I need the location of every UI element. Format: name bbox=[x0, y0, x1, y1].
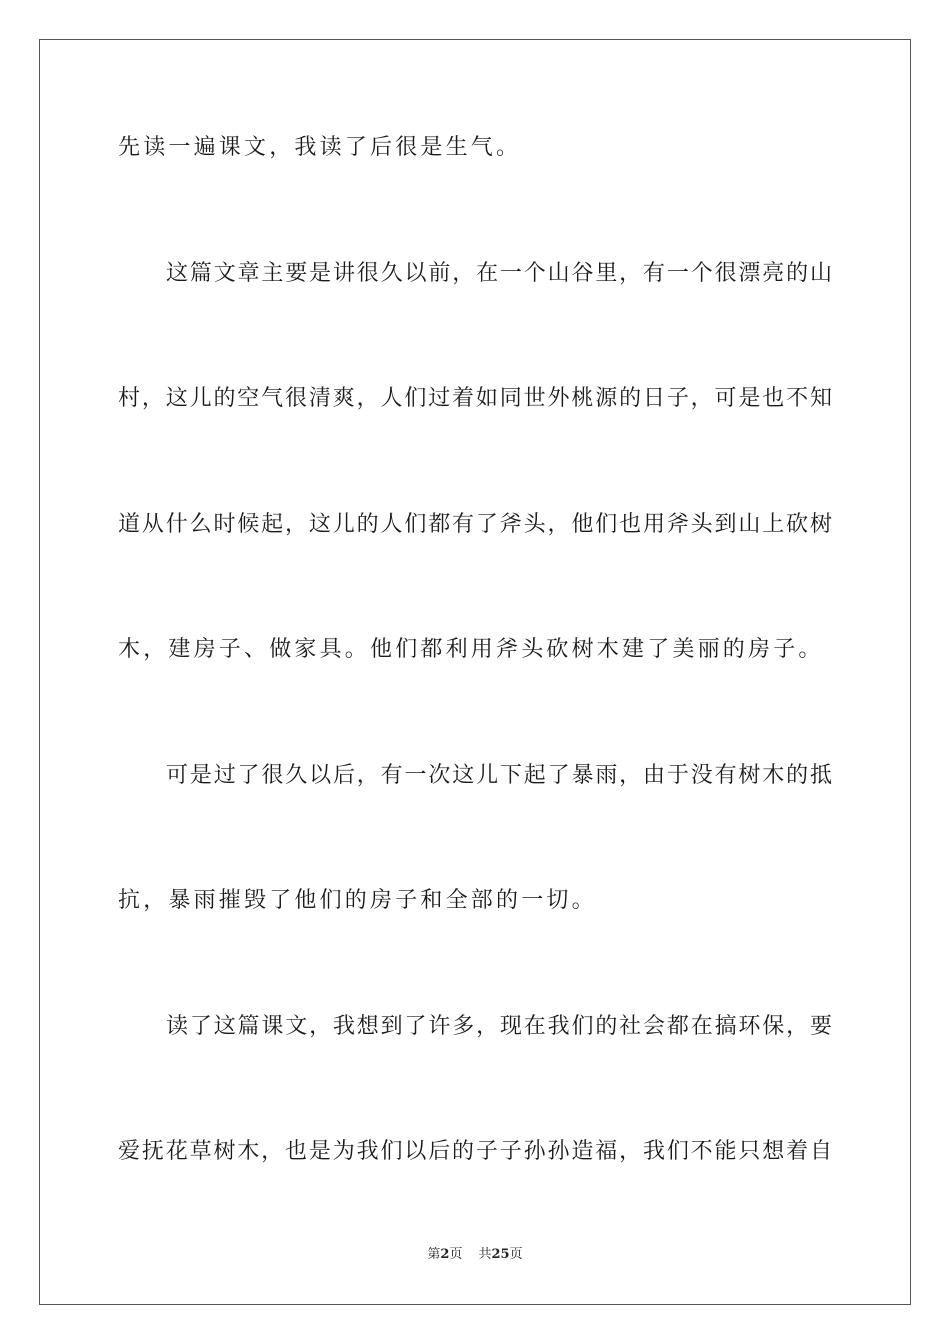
page-suffix: 页 bbox=[449, 1247, 463, 1262]
text-line-1: 先读一遍课文，我读了后很是生气。 bbox=[118, 135, 522, 160]
text-line-3: 村，这儿的空气很清爽，人们过着如同世外桃源的日子，可是也不知 bbox=[118, 386, 832, 411]
page-prefix: 第 bbox=[427, 1247, 441, 1262]
total-prefix: 共 bbox=[478, 1247, 492, 1262]
text-line-7: 抗，暴雨摧毁了他们的房子和全部的一切。 bbox=[118, 888, 597, 913]
total-page-count: 25 bbox=[491, 1247, 510, 1262]
text-line-9: 爱抚花草树木，也是为我们以后的子子孙孙造福，我们不能只想着自 bbox=[118, 1139, 832, 1164]
page-footer bbox=[0, 1246, 950, 1264]
page-border bbox=[39, 39, 911, 1305]
text-line-4: 道从什么时候起，这儿的人们都有了斧头，他们也用斧头到山上砍树 bbox=[118, 512, 832, 537]
text-line-5: 木，建房子、做家具。他们都利用斧头砍树木建了美丽的房子。 bbox=[118, 637, 824, 662]
text-line-6: 可是过了很久以后，有一次这儿下起了暴雨，由于没有树木的抵 bbox=[166, 763, 832, 788]
text-line-2: 这篇文章主要是讲很久以前，在一个山谷里，有一个很漂亮的山 bbox=[166, 261, 832, 286]
text-line-8: 读了这篇课文，我想到了许多，现在我们的社会都在搞环保，要 bbox=[166, 1014, 832, 1039]
total-suffix: 页 bbox=[509, 1247, 523, 1262]
current-page-number: 2 bbox=[440, 1247, 450, 1262]
